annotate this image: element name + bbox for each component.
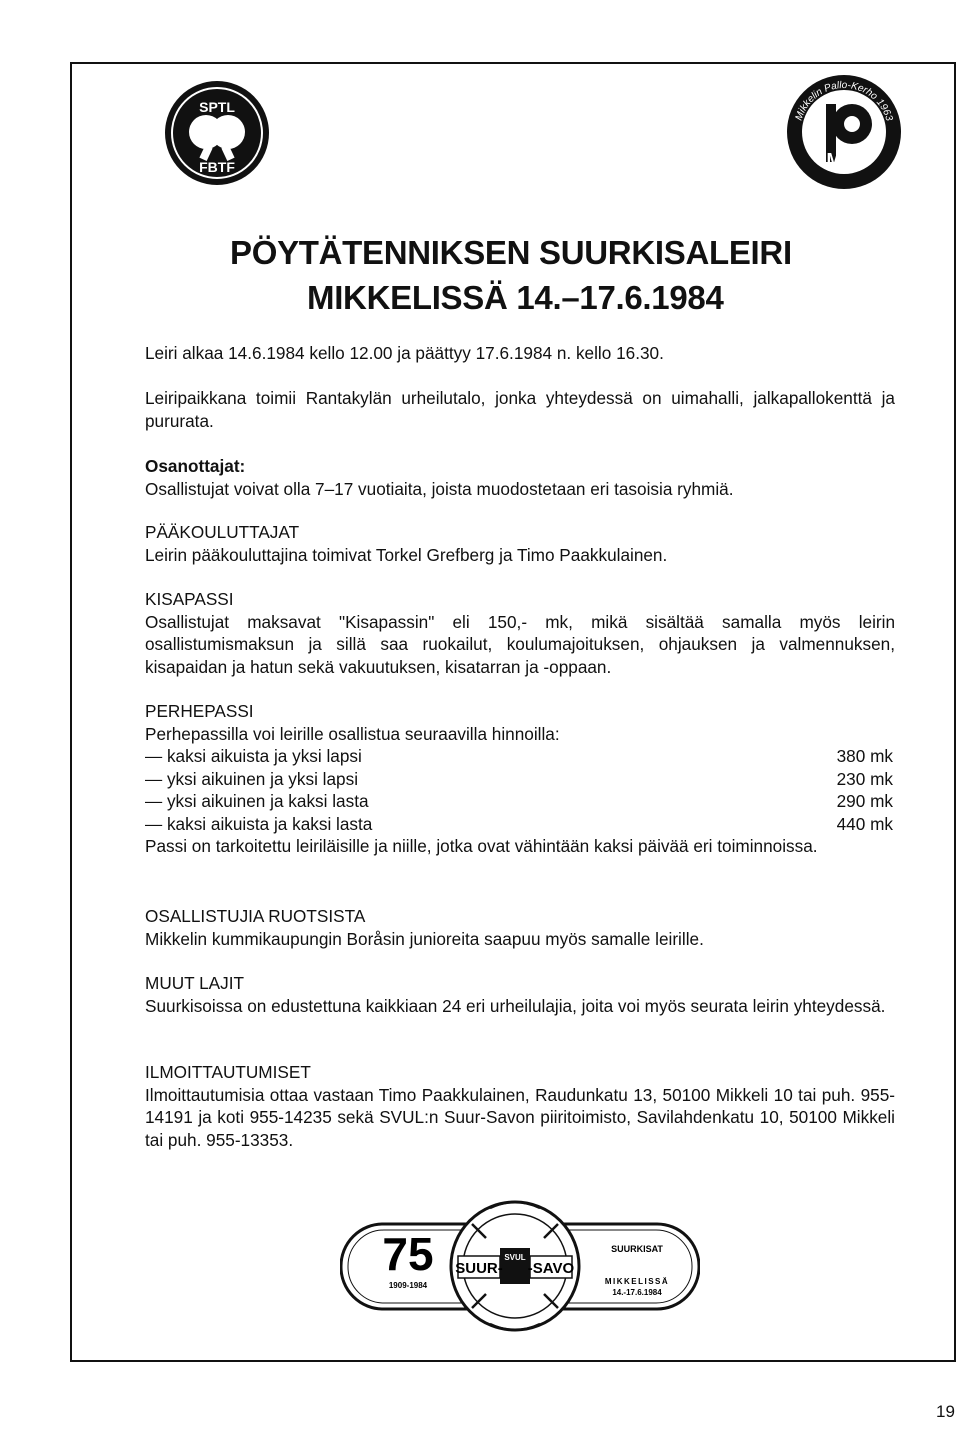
intro-venue (145, 387, 895, 432)
logo-left-top-text: SPTL (199, 99, 235, 115)
perhepassi-heading: PERHEPASSI (145, 701, 254, 721)
price-value: 380 mk (836, 746, 893, 766)
page-number: 19 (936, 1402, 955, 1421)
logo-right-ring-text: Mikkelin Pallo-Kerho 1963 (793, 79, 895, 123)
emblem-right-dates: 14.-17.6.1984 (612, 1288, 662, 1297)
emblem-left-word: SUUR- (455, 1260, 503, 1277)
intro-date-text: Leiri alkaa 14.6.1984 kello 12.00 ja päättyy 17.6.1984 n. kello 16.30. (145, 343, 664, 363)
sptl-fbtf-logo (164, 80, 270, 186)
participants-section (145, 455, 895, 500)
title-line-2: MIKKELISSÄ 14.–17.6.1984 (307, 279, 724, 316)
emblem-number: 75 (382, 1228, 434, 1280)
mps-club-logo (786, 74, 902, 190)
price-value: 440 mk (836, 813, 893, 834)
emblem-shield-text: SVUL (504, 1253, 526, 1262)
emblem-right-word: -SAVO (527, 1260, 575, 1277)
logo-right-letters: MPS (826, 150, 866, 170)
price-label: — yksi aikuinen ja yksi lapsi (145, 768, 359, 789)
logo-left-bottom-text: FBTF (199, 159, 235, 175)
muut-lajit-heading: MUUT LAJIT (145, 973, 244, 993)
price-label: — yksi aikuinen ja kaksi lasta (145, 791, 369, 811)
ruotsi-heading: OSALLISTUJIA RUOTSISTA (145, 906, 366, 926)
intro-date (145, 342, 895, 365)
emblem-right-title: SUURKISAT (611, 1244, 663, 1254)
ilmoittautumiset-text: Ilmoittautumisia ottaa vastaan Timo Paakkulainen, Raudunkatu 13, 50100 Mikkeli 10 tai puh. 955-14191 ja koti 955-14235 sekä SVUL:n Suur-Savon piiritoimisto, Savilahdenkatu 10, 50100 Mikkeli tai puh. 955-13353. (145, 1084, 895, 1150)
emblem-right-place: MIKKELISSÄ (604, 1277, 670, 1286)
emblem-years: 1909-1984 (388, 1281, 428, 1290)
ilmoittautumiset-section (145, 1061, 895, 1151)
ilmoittautumiset-heading: ILMOITTAUTUMISET (145, 1062, 311, 1082)
participants-heading: Osanottajat: (145, 456, 246, 476)
price-row (145, 768, 893, 791)
price-row (145, 790, 893, 813)
ruotsi-text: Mikkelin kummikaupungin Boråsin junioreita saapuu myös samalle leirille. (145, 928, 704, 949)
ruotsi-section (145, 905, 895, 950)
price-value: 230 mk (836, 768, 893, 789)
suur-savo-emblem (340, 1196, 700, 1334)
price-row (145, 813, 893, 836)
price-label: — kaksi aikuista ja kaksi lasta (145, 813, 373, 834)
price-value: 290 mk (836, 791, 893, 811)
kisapassi-heading: KISAPASSI (145, 589, 234, 609)
participants-text: Osallistujat voivat olla 7–17 vuotiaita, joista muodostetaan eri tasoisia ryhmiä. (145, 478, 734, 499)
perhepassi-intro: Perhepassilla voi leirille osallistua seuraavilla hinnoilla: (145, 723, 560, 744)
kisapassi-text: Osallistujat maksavat "Kisapassin" eli 150,- mk, mikä sisältää samalla myös leirin osallistumismaksun ja sillä saa ruokailut, koulumajoituksen, ohjauksen ja valmennuksen, kisapaidan ja hatun sekä vakuutuksen, kisatarran ja -oppaan. (145, 611, 895, 677)
price-row (145, 745, 893, 768)
price-label: — kaksi aikuista ja yksi lapsi (145, 746, 362, 766)
perhepassi-section (145, 700, 895, 858)
muut-lajit-text: Suurkisoissa on edustettuna kaikkiaan 24 eri urheilulajia, joita voi myös seurata leirin yhteydessä. (145, 995, 886, 1016)
page-title (230, 230, 870, 320)
muut-lajit-section (145, 972, 895, 1017)
kisapassi-section (145, 588, 895, 678)
coaches-section (145, 521, 895, 566)
intro-venue-text: Leiripaikkana toimii Rantakylän urheilutalo, jonka yhteydessä on uimahalli, jalkapallokenttä ja pururata. (145, 388, 895, 431)
coaches-text: Leirin pääkouluttajina toimivat Torkel Grefberg ja Timo Paakkulainen. (145, 544, 668, 565)
perhepassi-note: Passi on tarkoitettu leiriläisille ja niille, jotka ovat vähintään kaksi päivää eri toiminnoissa. (145, 836, 818, 856)
coaches-heading: PÄÄKOULUTTAJAT (145, 522, 300, 542)
title-line-1: PÖYTÄTENNIKSEN SUURKISALEIRI (230, 234, 792, 271)
